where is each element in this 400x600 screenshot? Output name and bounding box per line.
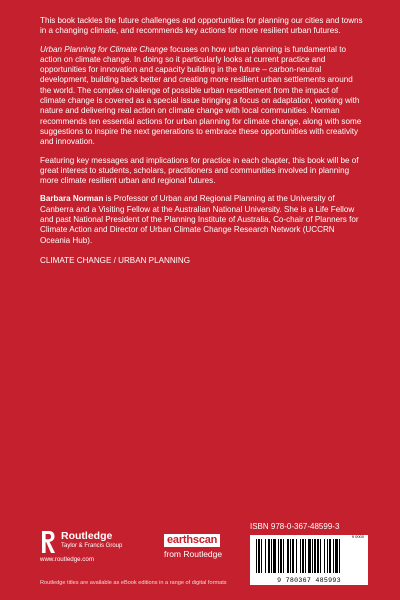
intro-paragraph: This book tackles the future challenges and opportunities for planning our cities and towns in a changing climate, and recommends key actions for more resilient urban futures.: [40, 16, 363, 36]
publisher-group: Taylor & Francis Group: [61, 543, 123, 549]
barcode-digits: 9 780367 485993: [277, 577, 341, 584]
imprint-block: [164, 530, 254, 560]
imprint-subtitle: from Routledge: [164, 549, 223, 559]
description-paragraph: [40, 45, 364, 148]
author-name: Barbara Norman: [40, 194, 104, 204]
blurb-text: [40, 16, 364, 274]
subject-category: CLIMATE CHANGE / URBAN PLANNING: [40, 255, 191, 265]
isbn-label: ISBN 978-0-367-48599-3: [250, 522, 340, 531]
earthscan-logo: earthscan: [164, 534, 220, 547]
publisher-url: www.routledge.com: [40, 556, 94, 563]
publisher-block: [40, 528, 130, 562]
audience-paragraph: Featuring key messages and implications for practice in each chapter, this book will be of great interest to students, scholars, practitioners and communities involved in planning more climate resilient urban and regional futures.: [40, 155, 359, 186]
publisher-name: Routledge: [61, 530, 113, 542]
book-title-italic: Urban Planning for Climate Change: [40, 44, 168, 54]
author-paragraph: [40, 194, 364, 245]
ebook-footnote: Routledge titles are available as eBook editions in a range of digital formats: [40, 580, 227, 586]
author-bio: is Professor of Urban and Regional Planning at the University of Canberra and a Visiting Fellow at the Australian National University. She is a Life Fellow and past National President of the Planning Institute of Australia, Co-chair of Planners for Climate Action and Director of Urban Climate Change Research Network (UCCRN Oceania Hub).: [40, 194, 359, 245]
isbn-barcode-icon: [250, 535, 368, 585]
isbn-block: [250, 522, 368, 585]
description-text: focuses on how urban planning is fundamental to action on climate change. In doing so it particularly looks at current practice and opportunities for innovation and capacity building in the future – carbon-neutral development, building back better and creating more resilient urban settlements around the world. The complex challenge of possible urban resettlement from the impact of climate change is covered as a special issue bringing a focus on adaptation, working with nature and delivering real action on climate change with local communities. Norman recommends ten essential actions for urban planning for climate change, along with some suggestions to inspire the next generations to embrace these opportunities with creativity and innovation.: [40, 44, 362, 147]
routledge-r-logo-icon: [40, 530, 56, 554]
price-code: 9 0000: [351, 534, 364, 539]
